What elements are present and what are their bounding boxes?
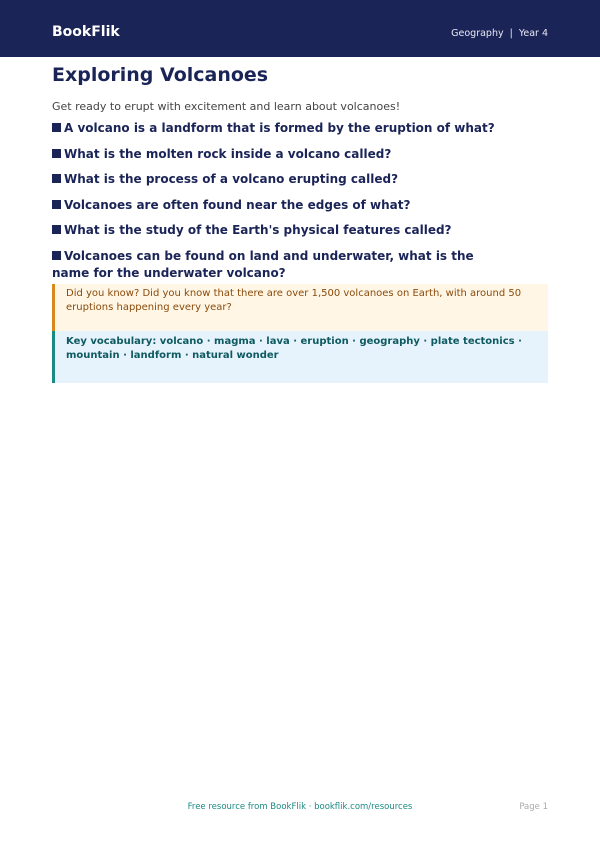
page-number: Page 1	[519, 802, 548, 812]
question-text: A volcano is a landform that is formed by the eruption of what?	[64, 121, 495, 135]
square-bullet-icon	[52, 149, 61, 158]
header-meta	[451, 28, 548, 39]
fun-fact-box: Did you know? Did you know that there are over 1,500 volcanoes on Earth, with around 50 eruptions happening every year?	[52, 284, 548, 331]
vocabulary-box: Key vocabulary: volcano · magma · lava · eruption · geography · plate tectonics · mountain · landform · natural wonder	[52, 331, 548, 383]
question-text: Volcanoes can be found on land and underwater, what is the name for the underwater volcano?	[52, 248, 474, 280]
question-text: What is the process of a volcano erupting called?	[64, 172, 399, 186]
square-bullet-icon	[52, 225, 61, 234]
intro-text: Get ready to erupt with excitement and learn about volcanoes!	[52, 100, 401, 113]
question-item	[52, 146, 512, 163]
question-item	[52, 197, 512, 214]
question-item	[52, 248, 512, 282]
page-header	[0, 0, 600, 57]
question-item	[52, 171, 512, 188]
question-text: What is the study of the Earth's physical features called?	[64, 223, 452, 237]
square-bullet-icon	[52, 174, 61, 183]
footer-link[interactable]: Free resource from BookFlik · bookflik.com/resources	[187, 802, 413, 812]
question-item	[52, 120, 512, 137]
question-list	[52, 120, 512, 290]
square-bullet-icon	[52, 123, 61, 132]
page-title: Exploring Volcanoes	[52, 64, 269, 86]
question-text: What is the molten rock inside a volcano called?	[64, 146, 392, 161]
subject-label: Geography	[451, 28, 504, 39]
square-bullet-icon	[52, 251, 61, 260]
question-item	[52, 222, 512, 239]
square-bullet-icon	[52, 200, 61, 209]
brand-logo[interactable]: BookFlik	[52, 24, 120, 40]
question-text: Volcanoes are often found near the edges of what?	[64, 197, 411, 212]
meta-separator: |	[509, 28, 513, 39]
year-label: Year 4	[518, 28, 548, 39]
